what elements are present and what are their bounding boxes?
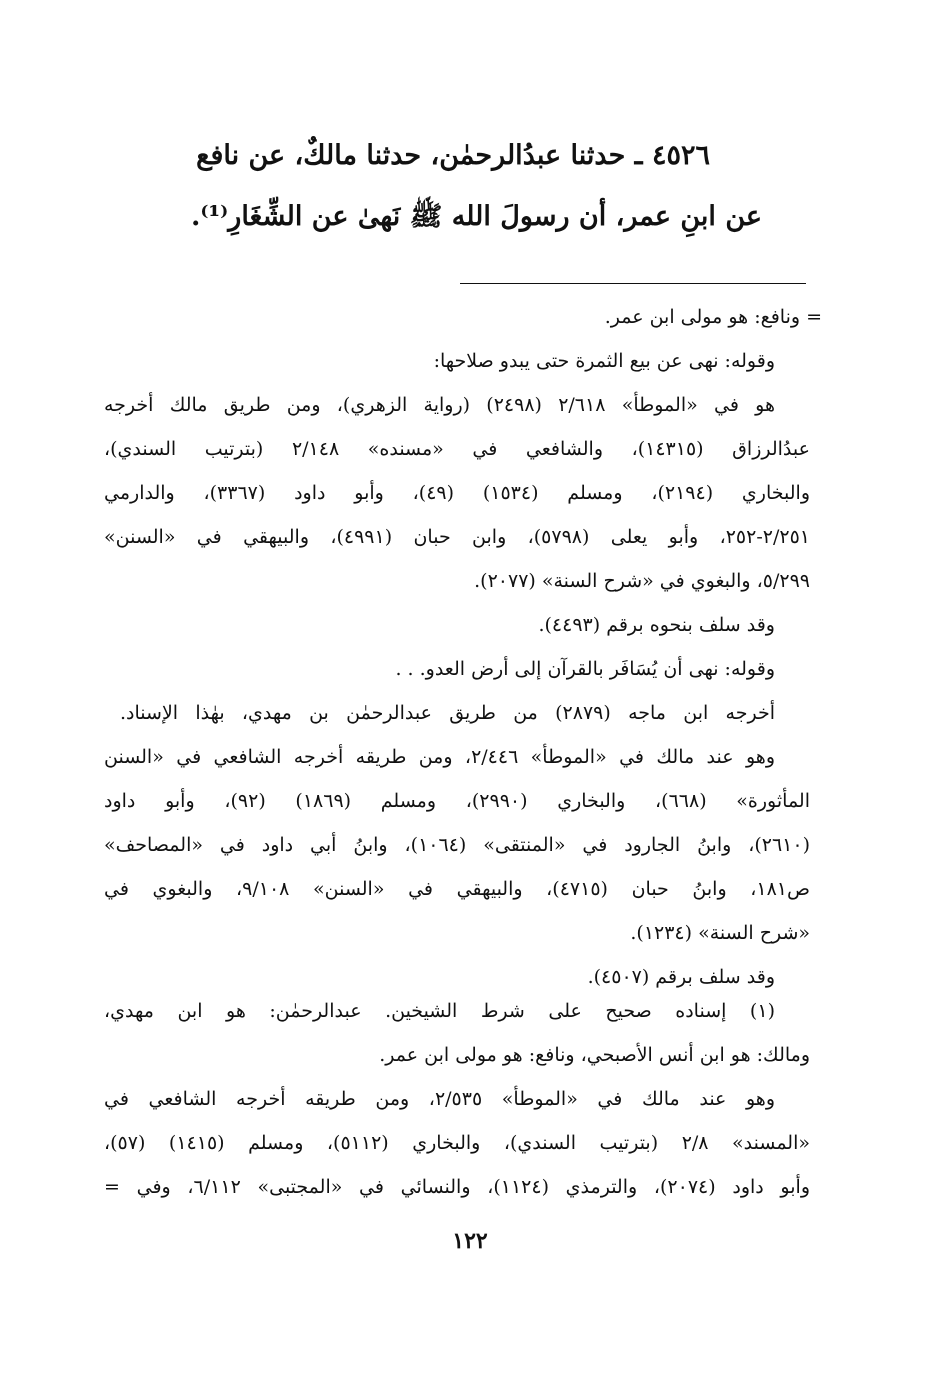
footnote-line: = ونافع: هو مولى ابن عمر.	[604, 306, 822, 328]
page-number: ١٢٢	[452, 1228, 488, 1254]
footnote-line: (٢٦١٠)، وابنُ الجارود في «المنتقى» (١٠٦٤)، وابنُ أبي داود في «المصاحف»	[104, 834, 810, 856]
footnote-line: ٥/٢٩٩، والبغوي في «شرح السنة» (٢٠٧٧).	[474, 570, 810, 592]
footnote-line: (١) إسناده صحيح على شرط الشيخين. عبدالرحمٰن: هو ابن مهدي،	[104, 1000, 775, 1022]
footnote-line: وقد سلف بنحوه برقم (٤٤٩٣).	[538, 614, 775, 636]
footnote-line: ٢/٢٥١-٢٥٢، وأبو يعلى (٥٧٩٨)، وابن حبان (٤٩٩١)، والبيهقي في «السنن»	[104, 526, 810, 548]
hadith-line-2: عن ابنِ عمر، أن رسولَ الله ﷺ نَهىٰ عن الشِّغَارِ⁽¹⁾.	[190, 201, 762, 232]
footnote-line: وقوله: نهى أن يُسَافَر بالقرآن إلى أرض العدو. . .	[395, 658, 775, 680]
footnote-line: وهو عند مالك في «الموطأ» ٢/٥٣٥، ومن طريقه أخرجه الشافعي في	[104, 1088, 776, 1110]
footnote-line: وقد سلف برقم (٤٥٠٧).	[587, 966, 775, 988]
footnote-line: أخرجه ابن ماجه (٢٨٧٩) من طريق عبدالرحمٰن بن مهدي، بهٰذا الإسناد.	[120, 702, 775, 724]
hadith-line-1: ٤٥٢٦ ـ حدثنا عبدُالرحمٰن، حدثنا مالكٌ، عن نافع	[196, 140, 710, 171]
footnote-line: ومالك: هو ابن أنس الأصبحي، ونافع: هو مولى ابن عمر.	[379, 1044, 810, 1066]
footnote-line: «المسند» ٢/٨ (بترتيب السندي)، والبخاري (٥١١٢)، ومسلم (١٤١٥) (٥٧)،	[104, 1132, 810, 1154]
footnote-line: «شرح السنة» (١٢٣٤).	[630, 922, 810, 944]
footnote-line: ص١٨١، وابنُ حبان (٤٧١٥)، والبيهقي في «السنن» ٩/١٠٨، والبغوي في	[104, 878, 810, 900]
footnote-line: والبخاري (٢١٩٤)، ومسلم (١٥٣٤) (٤٩)، وأبو داود (٣٣٦٧)، والدارمي	[104, 482, 811, 504]
footnote-line: المأثورة» (٦٦٨)، والبخاري (٢٩٩٠)، ومسلم (١٨٦٩) (٩٢)، وأبو داود	[104, 790, 811, 812]
footnote-line: وأبو داود (٢٠٧٤)، والترمذي (١١٢٤)، والنسائي في «المجتبى» ٦/١١٢، وفي =	[104, 1176, 810, 1198]
footnote-separator	[460, 283, 806, 284]
footnote-line: هو في «الموطأ» ٢/٦١٨ (٢٤٩٨) (رواية الزهري)، ومن طريق مالك أخرجه	[104, 394, 775, 416]
footnote-line: عبدُالرزاق (١٤٣١٥)، والشافعي في «مسنده» ٢/١٤٨ (بترتيب السندي)،	[104, 438, 810, 460]
footnote-line: وهو عند مالك في «الموطأ» ٢/٤٤٦، ومن طريقه أخرجه الشافعي في «السنن	[104, 746, 776, 768]
footnote-line: وقوله: نهى عن بيع الثمرة حتى يبدو صلاحها:	[433, 350, 775, 372]
